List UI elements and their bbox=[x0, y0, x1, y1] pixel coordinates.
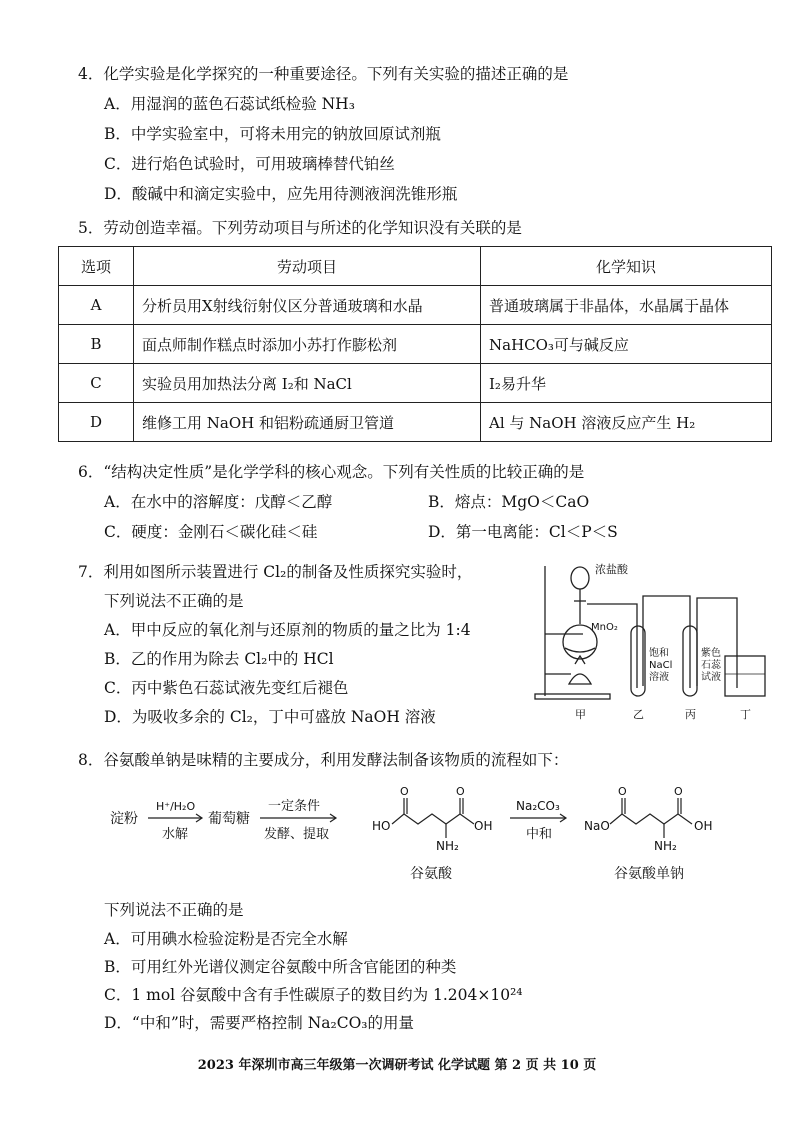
table-header-row bbox=[59, 247, 772, 286]
msg-nao: NaO bbox=[584, 819, 610, 833]
row-label: A bbox=[59, 286, 134, 325]
page-footer: 2023 年深圳市高三年级第一次调研考试 化学试题 第 2 页 共 10 页 bbox=[197, 1058, 597, 1073]
row-knowledge: NaHCO₃可与碱反应 bbox=[481, 325, 772, 364]
row-labor: 实验员用加热法分离 I₂和 NaCl bbox=[134, 364, 481, 403]
row-labor: 面点师制作糕点时添加小苏打作膨松剂 bbox=[134, 325, 481, 364]
row-label: B bbox=[59, 325, 134, 364]
table-row bbox=[59, 403, 772, 442]
table-row bbox=[59, 325, 772, 364]
label-jia: 甲 bbox=[575, 708, 586, 721]
flow-starch: 淀粉 bbox=[110, 811, 138, 827]
arrow-2-bottom: 发酵、提取 bbox=[264, 827, 330, 842]
q7-stem: 7．利用如图所示装置进行 Cl₂的制备及性质探究实验时， bbox=[78, 563, 473, 581]
label-bing: 丙 bbox=[685, 708, 696, 721]
q6-option-b: B．熔点：MgO＜CaO bbox=[428, 493, 590, 511]
q8-option-a: A．可用碘水检验淀粉是否完全水解 bbox=[104, 930, 348, 948]
q4-option-a: A．用湿润的蓝色石蕊试纸检验 NH₃ bbox=[104, 95, 355, 113]
q8-stem: 8．谷氨酸单钠是味精的主要成分，利用发酵法制备该物质的流程如下： bbox=[78, 751, 569, 769]
q8-stem-2: 下列说法不正确的是 bbox=[104, 901, 244, 919]
arrow-2-top: 一定条件 bbox=[268, 799, 321, 814]
row-knowledge: I₂易升华 bbox=[481, 364, 772, 403]
arrow-1-bottom: 水解 bbox=[162, 827, 189, 842]
row-knowledge: 普通玻璃属于非晶体，水晶属于晶体 bbox=[481, 286, 772, 325]
label-ding: 丁 bbox=[740, 708, 751, 721]
arrow-3-top: Na₂CO₃ bbox=[516, 799, 560, 813]
q6-option-c: C．硬度：金刚石＜碳化硅＜硅 bbox=[104, 523, 318, 541]
beaker-ding bbox=[725, 656, 765, 696]
table-row bbox=[59, 286, 772, 325]
glutamic-acid-structure bbox=[372, 785, 492, 853]
flame bbox=[575, 656, 585, 664]
label-mno2: MnO₂ bbox=[591, 622, 618, 633]
q7-apparatus-figure bbox=[525, 556, 780, 726]
arrow-1-top: H⁺/H₂O bbox=[156, 800, 196, 813]
row-label: C bbox=[59, 364, 134, 403]
glu-oh: OH bbox=[474, 819, 493, 833]
label-nacl-2: NaCl bbox=[649, 660, 673, 671]
q4-option-b: B．中学实验室中，可将未用完的钠放回原试剂瓶 bbox=[104, 125, 441, 143]
q6-stem: 6．“结构决定性质”是化学学科的核心观念。下列有关性质的比较正确的是 bbox=[78, 463, 585, 481]
msg-o-2: O bbox=[674, 785, 683, 798]
q4-option-d: D．酸碱中和滴定实验中，应先用待测液润洗锥形瓶 bbox=[104, 185, 458, 203]
flow-glucose: 葡萄糖 bbox=[208, 811, 250, 827]
q7-option-a: A．甲中反应的氧化剂与还原剂的物质的量之比为 1:4 bbox=[104, 621, 471, 639]
row-labor: 维修工用 NaOH 和铝粉疏通厨卫管道 bbox=[134, 403, 481, 442]
stand-base bbox=[535, 694, 610, 699]
row-labor: 分析员用X射线衍射仪区分普通玻璃和水晶 bbox=[134, 286, 481, 325]
funnel-bulb bbox=[571, 567, 589, 589]
glu-o-1: O bbox=[400, 785, 409, 798]
header-knowledge: 化学知识 bbox=[481, 247, 772, 286]
glu-nh2: NH₂ bbox=[436, 839, 459, 853]
q5-stem: 5．劳动创造幸福。下列劳动项目与所述的化学知识没有关联的是 bbox=[78, 219, 522, 237]
header-option: 选项 bbox=[59, 247, 134, 286]
q4-option-c: C．进行焰色试验时，可用玻璃棒替代铂丝 bbox=[104, 155, 395, 173]
q7-option-b: B．乙的作用为除去 Cl₂中的 HCl bbox=[104, 650, 334, 668]
q7-stem-2: 下列说法不正确的是 bbox=[104, 592, 244, 610]
row-knowledge: Al 与 NaOH 溶液反应产生 H₂ bbox=[481, 403, 772, 442]
label-yi: 乙 bbox=[633, 708, 644, 721]
q7-option-d: D．为吸收多余的 Cl₂，丁中可盛放 NaOH 溶液 bbox=[104, 708, 436, 726]
msg-name: 谷氨酸单钠 bbox=[614, 866, 684, 882]
msg-o-1: O bbox=[618, 785, 627, 798]
glu-ho: HO bbox=[372, 819, 391, 833]
q8-option-c: C．1 mol 谷氨酸中含有手性碳原子的数目约为 1.204×10²⁴ bbox=[104, 986, 523, 1004]
q8-option-b: B．可用红外光谱仪测定谷氨酸中所含官能团的种类 bbox=[104, 958, 457, 976]
pipe-1 bbox=[587, 604, 637, 688]
label-litmus-2: 石蕊 bbox=[701, 660, 721, 671]
q5-table bbox=[58, 246, 772, 442]
q7-option-c: C．丙中紫色石蕊试液先变红后褪色 bbox=[104, 679, 349, 697]
q8-flow-diagram bbox=[110, 778, 730, 890]
alcohol-lamp bbox=[569, 674, 591, 684]
msg-nh2: NH₂ bbox=[654, 839, 677, 853]
glu-name: 谷氨酸 bbox=[410, 866, 452, 882]
glu-o-2: O bbox=[456, 785, 465, 798]
q6-option-a: A．在水中的溶解度：戊醇＜乙醇 bbox=[104, 493, 333, 511]
q8-option-d: D．“中和”时，需要严格控制 Na₂CO₃的用量 bbox=[104, 1014, 415, 1032]
mno2-layer bbox=[565, 648, 595, 652]
label-nacl-3: 溶液 bbox=[649, 672, 669, 683]
q4-stem: 4．化学实验是化学探究的一种重要途径。下列有关实验的描述正确的是 bbox=[78, 65, 569, 83]
row-label: D bbox=[59, 403, 134, 442]
header-labor: 劳动项目 bbox=[134, 247, 481, 286]
table-row bbox=[59, 364, 772, 403]
q6-option-d: D．第一电离能：Cl＜P＜S bbox=[428, 523, 618, 541]
arrow-3-bottom: 中和 bbox=[526, 827, 553, 842]
label-acid: 浓盐酸 bbox=[595, 563, 628, 576]
label-nacl-1: 饱和 bbox=[649, 648, 669, 659]
label-litmus-1: 紫色 bbox=[701, 648, 721, 659]
label-litmus-3: 试液 bbox=[701, 672, 721, 683]
msg-oh: OH bbox=[694, 819, 713, 833]
msg-structure bbox=[584, 785, 712, 853]
